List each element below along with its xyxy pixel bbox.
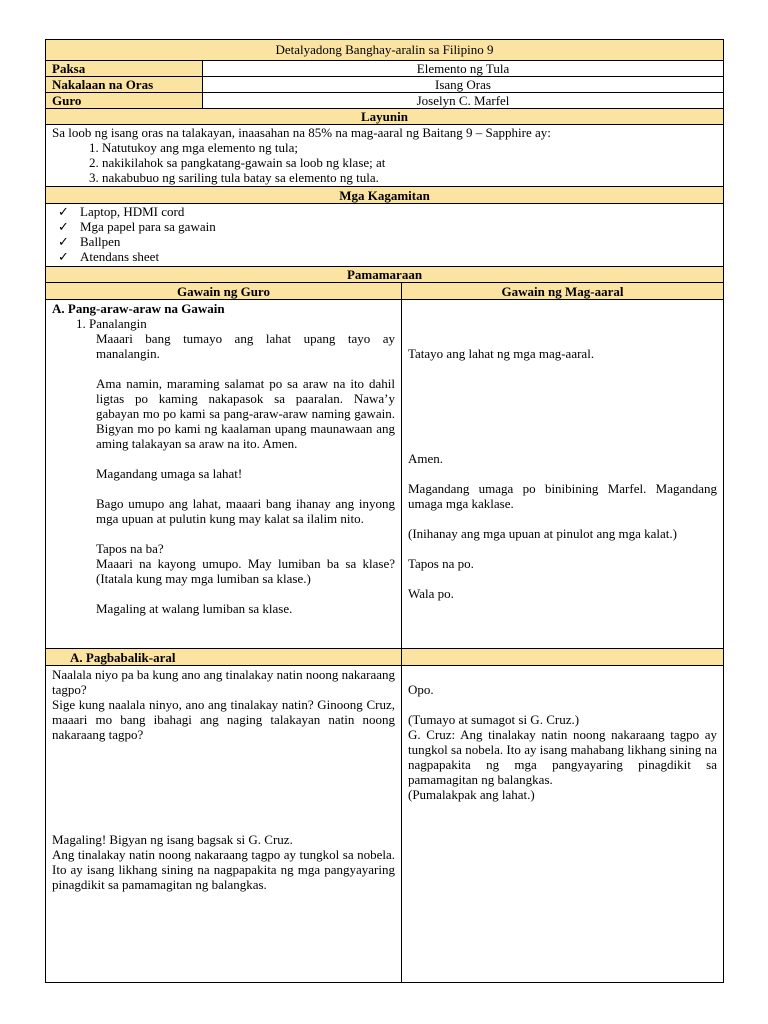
student-line: Opo. xyxy=(408,682,434,697)
info-value-paksa: Elemento ng Tula xyxy=(203,61,724,77)
section-b-magaaral xyxy=(402,666,724,983)
section-a-guro xyxy=(46,300,402,649)
teacher-line: Magaling at walang lumiban sa klase. xyxy=(96,601,293,616)
teacher-line: Ang tinalakay natin noong nakaraang tagpo ay tungkol sa nobela. Ito ay isang likhang sining na nagpapakita ng mga pangyayaring pinagdikit sa pamamagitan ng balangkas. xyxy=(52,847,395,892)
info-value-guro: Joselyn C. Marfel xyxy=(203,93,724,109)
layunin-item: 2. nakikilahok sa pangkatang-gawain sa loob ng klase; at xyxy=(102,155,717,170)
kagamitan-body xyxy=(46,204,724,267)
layunin-item: 1. Natutukoy ang mga elemento ng tula; xyxy=(102,140,717,155)
info-label-guro: Guro xyxy=(46,93,203,109)
teacher-line: Magaling! Bigyan ng isang bagsak si G. Cruz. xyxy=(52,832,293,847)
kagamitan-item: ✓ Atendans sheet xyxy=(80,249,717,264)
student-line: Magandang umaga po binibining Marfel. Magandang umaga mga kaklase. xyxy=(408,481,718,511)
teacher-line: Maaari bang tumayo ang lahat upang tayo ay manalangin. xyxy=(96,331,395,361)
kagamitan-item: ✓ Mga papel para sa gawain xyxy=(80,219,717,234)
student-line: (Tumayo at sumagot si G. Cruz.) xyxy=(408,712,580,727)
col-header-guro: Gawain ng Guro xyxy=(46,283,402,300)
kagamitan-heading: Mga Kagamitan xyxy=(46,187,724,204)
student-line: Tapos na po. xyxy=(408,556,474,571)
kagamitan-item: ✓ Laptop, HDMI cord xyxy=(80,204,717,219)
layunin-body xyxy=(46,125,724,187)
document-title: Detalyadong Banghay-aralin sa Filipino 9 xyxy=(46,40,724,61)
section-b-title: A. Pagbabalik-aral xyxy=(46,649,402,666)
col-header-magaaral: Gawain ng Mag-aaral xyxy=(402,283,724,300)
section-a-subtitle: 1. Panalangin xyxy=(76,316,147,331)
student-line: (Pumalakpak ang lahat.) xyxy=(408,787,535,802)
section-a-magaaral xyxy=(402,300,724,649)
section-b-title-blank xyxy=(402,649,724,666)
teacher-line: Maaari na kayong umupo. May lumiban ba sa klase? (Itatala kung may mga lumiban sa klase.) xyxy=(96,556,395,586)
layunin-list xyxy=(52,140,717,185)
student-line: Tatayo ang lahat ng mga mag-aaral. xyxy=(408,346,595,361)
teacher-line: Sige kung naalala ninyo, ano ang tinalakay natin? Ginoong Cruz, maaari mo bang ibahagi ang naging talakayan natin noong nakaraang tagpo? xyxy=(52,697,395,742)
info-label-paksa: Paksa xyxy=(46,61,203,77)
teacher-line: Ama namin, maraming salamat po sa araw na ito dahil ligtas po kaming nakapasok sa paaralan. Nawa’y gabayan mo po kami sa pang-araw-araw naming gawain. Bigyan mo po kami ng kaalaman upang maunawaan ang aming talakayan sa araw na ito. Amen. xyxy=(96,376,395,451)
student-line: Wala po. xyxy=(408,586,454,601)
layunin-item: 3. nakabubuo ng sariling tula batay sa elemento ng tula. xyxy=(102,170,717,185)
teacher-line: Magandang umaga sa lahat! xyxy=(96,466,243,481)
teacher-line: Bago umupo ang lahat, maaari bang ihanay ang inyong mga upuan at pulutin kung may kalat sa ilalim nito. xyxy=(96,496,395,526)
student-line: G. Cruz: Ang tinalakay natin noong nakaraang tagpo ay tungkol sa nobela. Ito ay isang mahabang likhang sining na nagpapakita ng mga pangyayaring pinagdikit sa pamamagitan ng balangkas. xyxy=(408,727,718,787)
pamamaraan-heading: Pamamaraan xyxy=(46,267,724,283)
student-line: Amen. xyxy=(408,451,444,466)
layunin-heading: Layunin xyxy=(46,109,724,125)
layunin-intro: Sa loob ng isang oras na talakayan, inaasahan na 85% na mag-aaral ng Baitang 9 – Sapphire ay: xyxy=(52,125,551,140)
info-label-oras: Nakalaan na Oras xyxy=(46,77,203,93)
lesson-plan-table xyxy=(45,39,724,983)
section-b-guro xyxy=(46,666,402,983)
kagamitan-item: ✓ Ballpen xyxy=(80,234,717,249)
section-a-title: A. Pang-araw-araw na Gawain xyxy=(52,301,225,316)
teacher-line: Naalala niyo pa ba kung ano ang tinalakay natin noong nakaraang tagpo? xyxy=(52,667,395,697)
teacher-line: Tapos na ba? xyxy=(96,541,164,556)
kagamitan-list xyxy=(52,204,717,264)
student-line: (Inihanay ang mga upuan at pinulot ang mga kalat.) xyxy=(408,526,677,541)
info-value-oras: Isang Oras xyxy=(203,77,724,93)
